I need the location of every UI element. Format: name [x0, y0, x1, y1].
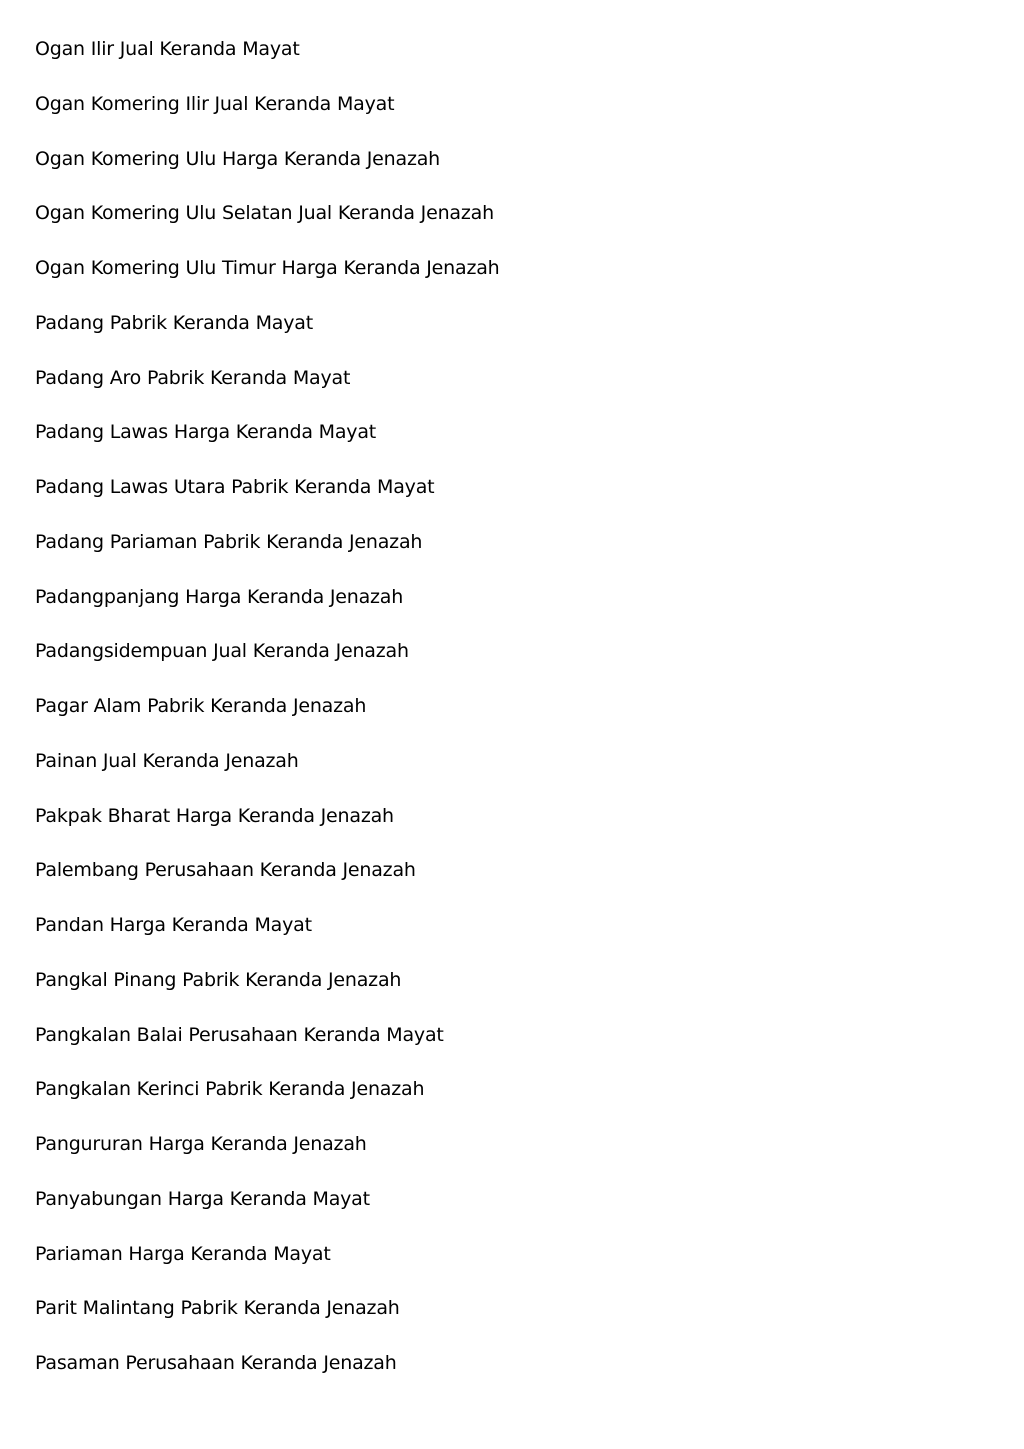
list-item: Parit Malintang Pabrik Keranda Jenazah	[35, 1297, 400, 1320]
list-item: Pangkalan Balai Perusahaan Keranda Mayat	[35, 1023, 444, 1046]
list-item: Ogan Komering Ulu Timur Harga Keranda Jenazah	[35, 257, 500, 279]
list-item: Pangururan Harga Keranda Jenazah	[35, 1133, 367, 1155]
list-item: Pandan Harga Keranda Mayat	[35, 914, 312, 936]
list-item: Padangpanjang Harga Keranda Jenazah	[35, 585, 404, 608]
list-item: Ogan Ilir Jual Keranda Mayat	[35, 38, 300, 60]
list-item: Pariaman Harga Keranda Mayat	[35, 1242, 331, 1265]
list-item: Padangsidempuan Jual Keranda Jenazah	[35, 640, 409, 663]
list-item: Panyabungan Harga Keranda Mayat	[35, 1187, 370, 1210]
list-item: Pangkalan Kerinci Pabrik Keranda Jenazah	[35, 1078, 425, 1101]
list-item: Pagar Alam Pabrik Keranda Jenazah	[35, 695, 367, 717]
list-item: Palembang Perusahaan Keranda Jenazah	[35, 859, 416, 882]
list-item: Padang Pabrik Keranda Mayat	[35, 311, 313, 334]
list-item: Pakpak Bharat Harga Keranda Jenazah	[35, 804, 394, 827]
list-item: Ogan Komering Ulu Harga Keranda Jenazah	[35, 147, 441, 170]
list-item: Padang Lawas Harga Keranda Mayat	[35, 421, 377, 444]
list-item: Pangkal Pinang Pabrik Keranda Jenazah	[35, 968, 402, 991]
list-item: Padang Aro Pabrik Keranda Mayat	[35, 366, 351, 389]
list-item: Pasaman Perusahaan Keranda Jenazah	[35, 1352, 397, 1374]
list-item: Padang Pariaman Pabrik Keranda Jenazah	[35, 530, 423, 553]
list-item: Ogan Komering Ulu Selatan Jual Keranda Jenazah	[35, 202, 494, 225]
list-item: Painan Jual Keranda Jenazah	[35, 749, 299, 772]
list-item: Padang Lawas Utara Pabrik Keranda Mayat	[35, 476, 435, 498]
list-item: Ogan Komering Ilir Jual Keranda Mayat	[35, 92, 395, 115]
location-list	[35, 35, 500, 1404]
